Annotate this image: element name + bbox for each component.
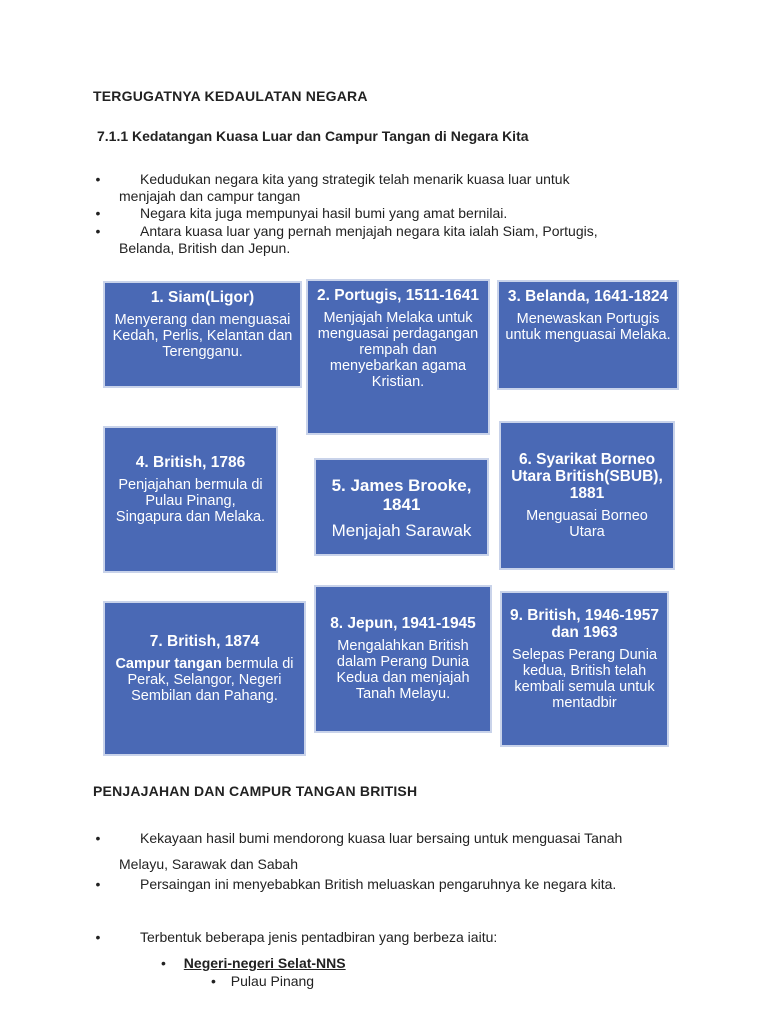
info-box-british-1874 [103, 601, 306, 756]
section-heading-british: PENJAJAHAN DAN CAMPUR TANGAN BRITISH [93, 783, 418, 799]
box-desc: Penjajahan bermula di Pulau Pinang, Singapura dan Melaka. [115, 477, 266, 525]
info-box-portugis [306, 279, 490, 435]
list-item [93, 825, 713, 872]
info-box-sbub [499, 421, 675, 570]
box-title: 6. Syarikat Borneo Utara British(SBUB), 1881 [511, 451, 663, 502]
list-item [93, 205, 693, 223]
bullet-icon: • [95, 171, 101, 187]
list-item-text: Kedudukan negara kita yang strategik telah menarik kuasa luar untuk [140, 171, 570, 187]
list-item [93, 171, 693, 207]
info-box-belanda [497, 280, 679, 390]
list-item [93, 223, 693, 259]
sub-list-item-text: Negeri-negeri Selat-NNS [183, 955, 346, 971]
list-item-text: Belanda, British dan Jepun. [119, 240, 291, 256]
box-title: 8. Jepun, 1941-1945 [330, 615, 476, 632]
list-item-text: menjajah dan campur tangan [119, 188, 301, 204]
section-heading: 7.1.1 Kedatangan Kuasa Luar dan Campur Tangan di Negara Kita [97, 128, 529, 144]
bullet-icon: • [95, 205, 101, 221]
page-title: TERGUGATNYA KEDAULATAN NEGARA [93, 88, 368, 104]
box-desc: Mengalahkan British dalam Perang Dunia Kedua dan menjajah Tanah Melayu. [336, 638, 470, 702]
sub-sub-list-item-text: Pulau Pinang [230, 973, 315, 989]
list-item [93, 929, 713, 949]
list-item-text: Persaingan ini menyebabkan British meluaskan pengaruhnya ke negara kita. [140, 876, 617, 892]
bullet-icon: • [95, 223, 101, 239]
info-box-british-1786 [103, 426, 278, 573]
list-item-text: Terbentuk beberapa jenis pentadbiran yang berbeza iaitu: [140, 929, 498, 945]
sub-sub-list-item [211, 973, 314, 989]
box-desc: Menyerang dan menguasai Kedah, Perlis, Kelantan dan Terengganu. [112, 312, 293, 360]
info-box-jepun [314, 585, 492, 733]
box-title: 9. British, 1946-1957 dan 1963 [509, 607, 660, 641]
box-title: 4. British, 1786 [135, 454, 246, 471]
box-desc-rest: bermula di Perak, Selangor, Negeri Sembilan dan Pahang. [127, 656, 294, 704]
bullet-icon: • [95, 830, 101, 846]
box-desc: Menewaskan Portugis untuk menguasai Melaka. [505, 311, 671, 343]
box-desc: Menjajah Melaka untuk menguasai perdagangan rempah dan menyebarkan agama Kristian. [317, 310, 479, 390]
box-desc: Menguasai Borneo Utara [526, 508, 648, 540]
info-box-siam [103, 281, 302, 388]
bullet-icon: • [95, 929, 101, 945]
info-box-james-brooke [314, 458, 489, 556]
list-item [93, 876, 713, 896]
info-box-british-1946 [500, 591, 669, 747]
box-title: 3. Belanda, 1641-1824 [507, 288, 669, 305]
bullet-icon: • [211, 973, 216, 989]
box-title: 5. James Brooke, 1841 [331, 476, 472, 514]
bullet-icon: • [161, 955, 166, 971]
box-desc-bold: Campur tangan [115, 656, 222, 672]
list-item-text: Antara kuasa luar yang pernah menjajah negara kita ialah Siam, Portugis, [140, 223, 598, 239]
box-title: 1. Siam(Ligor) [150, 289, 255, 306]
list-item-text: Kekayaan hasil bumi mendorong kuasa luar bersaing untuk menguasai Tanah [140, 830, 623, 846]
box-title: 2. Portugis, 1511-1641 [317, 287, 479, 304]
bullet-icon: • [95, 876, 101, 892]
list-item-text: Negara kita juga mempunyai hasil bumi yang amat bernilai. [140, 205, 508, 221]
box-title: 7. British, 1874 [149, 633, 260, 650]
list-item-text: Melayu, Sarawak dan Sabah [119, 856, 298, 872]
box-desc: Menjajah Sarawak [331, 521, 472, 540]
box-desc: Selepas Perang Dunia kedua, British telah kembali semula untuk mentadbir [511, 647, 658, 711]
box-desc [111, 656, 298, 704]
sub-list-item [161, 955, 346, 971]
